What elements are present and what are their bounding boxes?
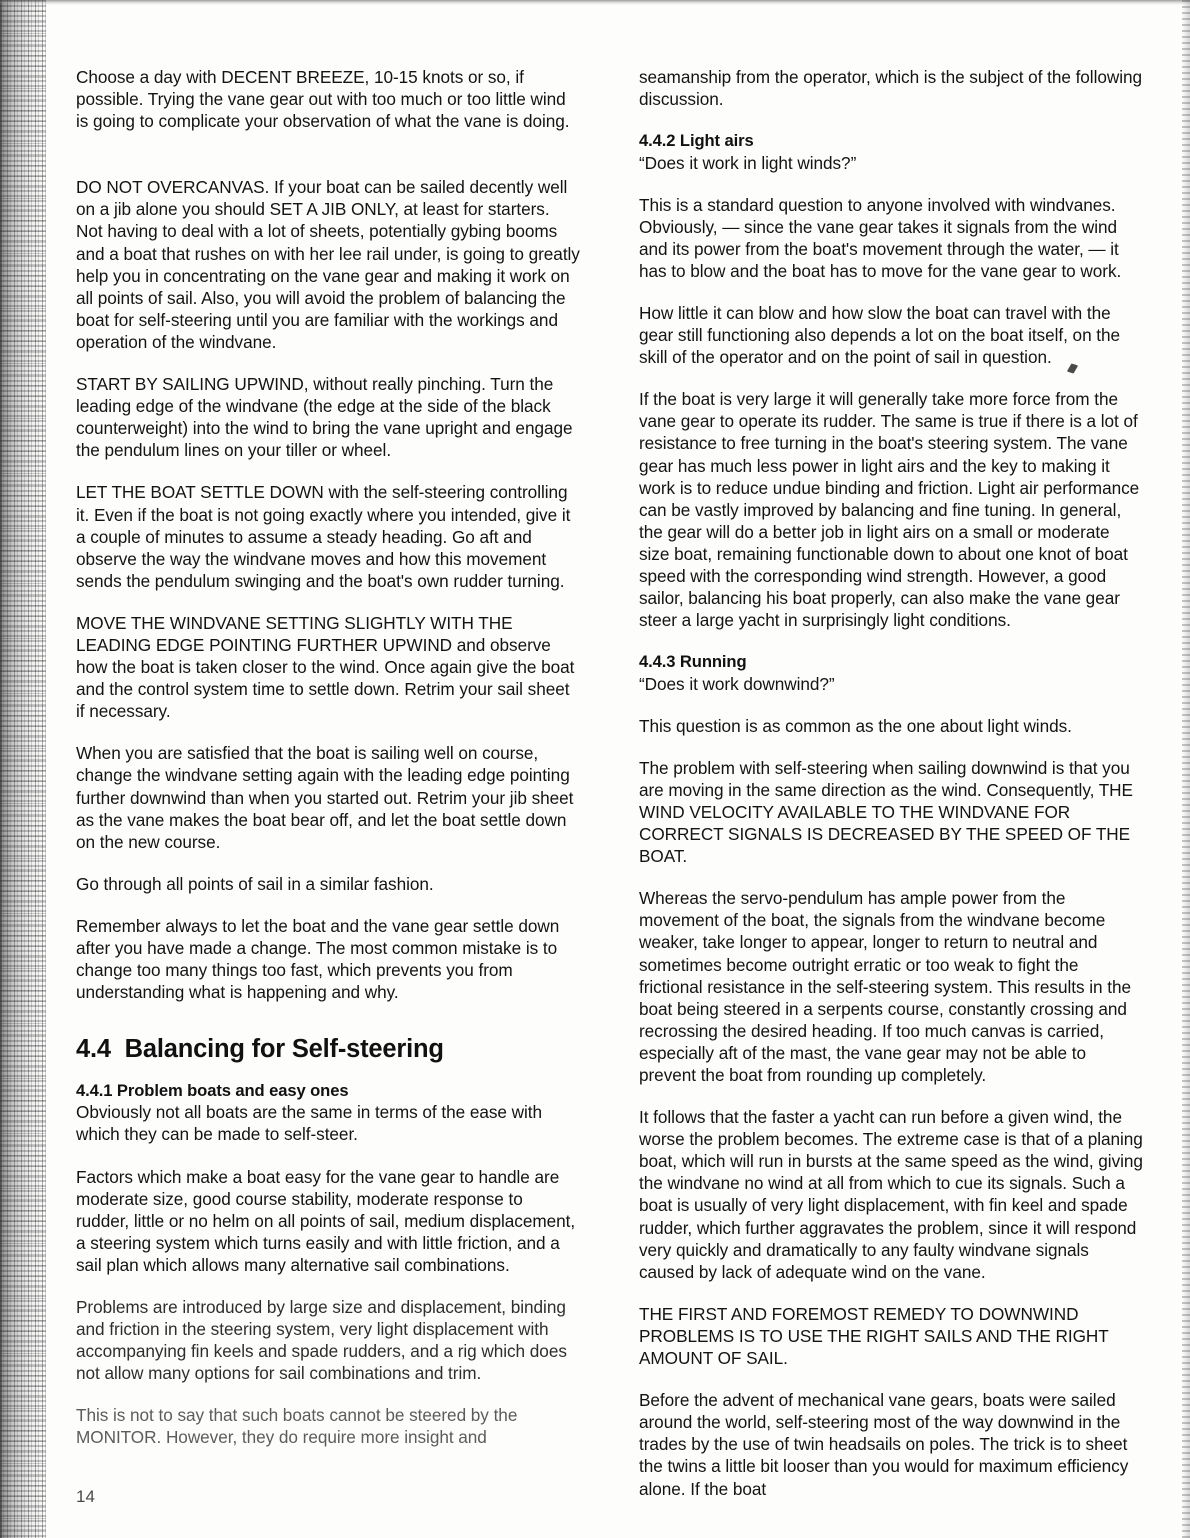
- subsection-4-4-1: [76, 1080, 580, 1146]
- paragraph-very-large-boat: If the boat is very large it will generally take more force from the vane gear to operate its rudder. The same is true if there is a lot of resistance to free turning in the boat's steering system. The vane gear has much less power in light airs and the key to making it work is to reduce undue binding and friction. Light air performance can be vastly improved by balancing and fine tuning. In general, the gear will do a better job in light airs on a small or moderate size boat, remaining functionable down to about one knot of boat speed with the corresponding wind strength. However, a good sailor, balancing his boat properly, can also make the vane gear steer a large yacht in surprisingly light conditions.: [639, 389, 1140, 631]
- paragraph-faster-yacht: It follows that the faster a yacht can run before a given wind, the worse the problem becomes. The extreme case is that of a planing boat, which will run in bursts at the same speed as the wind, giving the windvane no wind at all from which to cue its signals. Such a boat is usually of very light displacement, with fin keel and spade rudder, which further aggravates the problem, since it will respond very quickly and dramatically to any faulty windvane signals caused by lack of adequate wind on the vane.: [639, 1107, 1143, 1282]
- subsection-4-4-3: [639, 651, 1144, 694]
- paragraph-seamanship: seamanship from the operator, which is the subject of the following discussion.: [639, 67, 1143, 110]
- paragraph-overcanvas: DO NOT OVERCANVAS. If your boat can be sailed decently well on a jib alone you should SET A JIB ONLY, at least for starters. Not having to deal with a lot of sheets, potentially gybing booms and a boat that rushes on with her lee rail under, is going to greatly help you in concentrating on the vane gear and making it work on all points of sail. Also, you will avoid the problem of balancing the boat for self-steering until you are familiar with the workings and operation of the windvane.: [76, 177, 580, 352]
- subsection-body-4-4-1: Obviously not all boats are the same in terms of the ease with which they can be made to self-steer.: [76, 1102, 542, 1145]
- paragraph-remember-settle: Remember always to let the boat and the vane gear settle down after you have made a change. The most common mistake is to change too many things too fast, which prevents you from understanding what is happening and why.: [76, 915, 560, 1003]
- paragraph-move-setting: MOVE THE WINDVANE SETTING SLIGHTLY WITH THE LEADING EDGE POINTING FURTHER UPWIND and observe how the boat is taken closer to the wind. Once again give the boat and the control system time to settle down. Retrim your sail sheet if necessary.: [76, 612, 575, 722]
- subsection-4-4-2: [639, 130, 1144, 173]
- section-title-text: Balancing for Self-steering: [124, 1035, 444, 1064]
- paragraph-common-question: This question is as common as the one about light winds.: [639, 715, 1072, 736]
- paragraph-gap: [76, 152, 580, 176]
- paragraph-first-foremost-remedy: THE FIRST AND FOREMOST REMEDY TO DOWNWIND PROBLEMS IS TO USE THE RIGHT SAILS AND THE RIGHT AMOUNT OF SAIL.: [639, 1303, 1109, 1369]
- subsection-body-4-4-2: “Does it work in light winds?”: [639, 152, 857, 173]
- section-number: 4.4: [76, 1035, 111, 1064]
- section-heading-4-4: [76, 1033, 580, 1066]
- left-text-column: [76, 66, 580, 1469]
- subsection-body-4-4-3: “Does it work downwind?”: [639, 673, 835, 694]
- paragraph-all-points-of-sail: Go through all points of sail in a similar fashion.: [76, 873, 434, 894]
- paragraph-monitor-insight: This is not to say that such boats cannot be steered by the MONITOR. However, they do require more insight and: [76, 1405, 518, 1448]
- paragraph-problems-introduced: Problems are introduced by large size and displacement, binding and friction in the steering system, very light displacement with accompanying fin keels and spade rudders, and a rig which does not allow many options for sail combinations and trim.: [76, 1297, 567, 1384]
- paragraph-standard-question: This is a standard question to anyone involved with windvanes. Obviously, — since the vane gear takes it signals from the wind and its power from the boat's movement through the water, — it has to blow and the boat has to move for the vane gear to work.: [639, 194, 1122, 281]
- paragraph-decent-breeze: Choose a day with DECENT BREEZE, 10-15 knots or so, if possible. Trying the vane gear out with too much or too little wind is going to complicate your observation of what the vane is doing.: [76, 67, 570, 132]
- subsection-heading-4-4-1: 4.4.1 Problem boats and easy ones: [76, 1081, 349, 1101]
- paragraph-downwind-problem: The problem with self-steering when sailing downwind is that you are moving in the same direction as the wind. Consequently, THE WIND VELOCITY AVAILABLE TO THE WINDVANE FOR CORRECT SIGNALS IS DECREASED BY THE SPEED OF THE BOAT.: [639, 757, 1133, 867]
- paragraph-factors-easy: Factors which make a boat easy for the vane gear to handle are moderate size, good course stability, moderate response to rudder, little or no helm on all points of sail, medium displacement, a steering system which turns easily and with little friction, and a sail plan which allows many alternative sail combinations.: [76, 1166, 576, 1275]
- paragraph-how-little-blow: How little it can blow and how slow the boat can travel with the gear still functioning also depends a lot on the boat itself, on the skill of the operator and on the point of sail in question.: [639, 302, 1121, 368]
- paragraph-settle-down: LET THE BOAT SETTLE DOWN with the self-steering controlling it. Even if the boat is not going exactly where you intended, give it a couple of minutes to assume a steady heading. Go aft and observe the way the windvane moves and how this movement sends the pendulum swinging and the boat's own rudder turning.: [76, 482, 571, 591]
- paragraph-start-upwind: START BY SAILING UPWIND, without really pinching. Turn the leading edge of the windvane (the edge at the side of the black counterweight) into the wind to bring the vane upright and engage the pendulum lines on your tiller or wheel.: [76, 374, 573, 461]
- subsection-heading-4-4-3: 4.4.3 Running: [639, 652, 747, 672]
- paragraph-before-advent: Before the advent of mechanical vane gears, boats were sailed around the world, self-steering most of the way downwind in the trades by the use of twin headsails on poles. The trick is to sheet the twins a little bit looser than you would for maximum efficiency alone. If the boat: [639, 1390, 1129, 1499]
- paragraph-servo-pendulum: Whereas the servo-pendulum has ample power from the movement of the boat, the signals from the windvane become weaker, take longer to appear, longer to return to neutral and sometimes become outright erratic or too weak to fight the frictional resistance in the self-steering system. This results in the boat being steered in a serpents course, constantly crossing and recrossing the desired heading. If too much canvas is carried, especially aft of the mast, the vane gear may not be able to prevent the boat from rounding up completely.: [639, 888, 1131, 1085]
- right-text-column: [639, 66, 1144, 1520]
- paragraph-satisfied: When you are satisfied that the boat is sailing well on course, change the windvane setting again with the leading edge pointing further downwind than when you started out. Retrim your jib sheet as the vane makes the boat bear off, and let the boat settle down on the new course.: [76, 743, 574, 852]
- page-number: 14: [76, 1487, 95, 1506]
- subsection-heading-4-4-2: 4.4.2 Light airs: [639, 131, 754, 151]
